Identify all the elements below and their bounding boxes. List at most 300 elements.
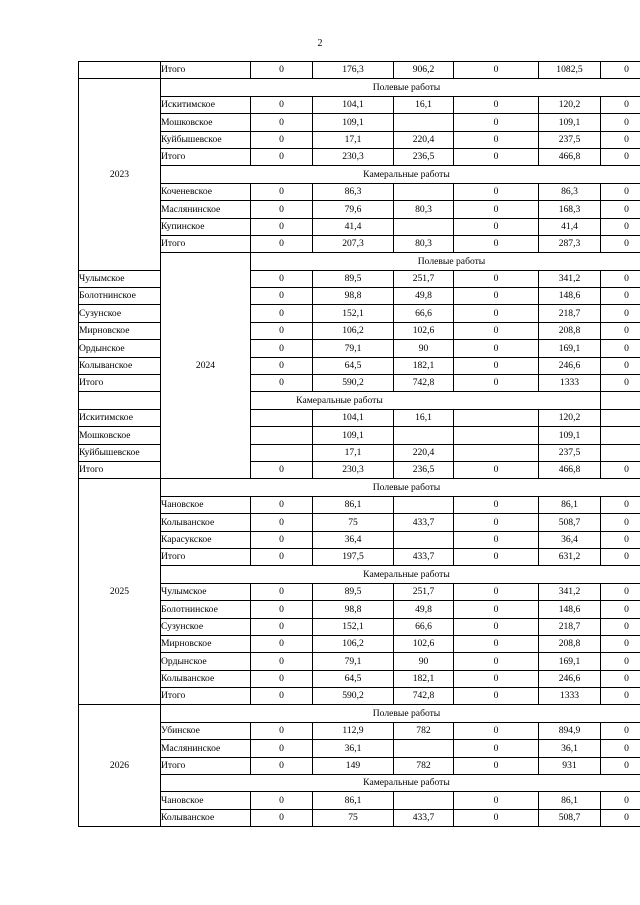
value-cell-6: 0 xyxy=(601,201,640,218)
district-name-cell: Маслянинское xyxy=(161,740,251,757)
value-cell-1 xyxy=(251,444,313,461)
value-cell-4: 0 xyxy=(454,514,539,531)
value-cell-5: 86,3 xyxy=(539,183,601,200)
value-cell-5: 218,7 xyxy=(539,305,601,322)
value-cell-1: 0 xyxy=(251,218,313,235)
district-name-cell: Коченевское xyxy=(161,183,251,200)
value-cell-4: 0 xyxy=(454,357,539,374)
district-name-cell: Итого xyxy=(79,461,161,478)
district-name-cell: Итого xyxy=(161,148,251,165)
value-cell-5: 466,8 xyxy=(539,148,601,165)
value-cell-4: 0 xyxy=(454,114,539,131)
table-row xyxy=(79,740,640,757)
value-cell-3: 220,4 xyxy=(394,444,454,461)
value-cell-1: 0 xyxy=(251,357,313,374)
value-cell-6: 0 xyxy=(601,601,640,618)
value-cell-2: 86,1 xyxy=(313,792,394,809)
district-name-cell: Колыванское xyxy=(161,514,251,531)
value-cell-2: 176,3 xyxy=(313,62,394,79)
value-cell-2: 98,8 xyxy=(313,601,394,618)
value-cell-4: 0 xyxy=(454,635,539,652)
district-name-cell: Болотнинское xyxy=(79,288,161,305)
value-cell-5: 631,2 xyxy=(539,548,601,565)
value-cell-1: 0 xyxy=(251,114,313,131)
section-label: Полевые работы xyxy=(161,479,640,496)
value-cell-2: 590,2 xyxy=(313,375,394,392)
value-cell-3: 742,8 xyxy=(394,688,454,705)
value-cell-5: 466,8 xyxy=(539,461,601,478)
value-cell-2: 36,1 xyxy=(313,740,394,757)
value-cell-3: 906,2 xyxy=(394,62,454,79)
value-cell-4: 0 xyxy=(454,461,539,478)
value-cell-4: 0 xyxy=(454,375,539,392)
value-cell-5: 931 xyxy=(539,757,601,774)
value-cell-6: 0 xyxy=(601,62,640,79)
value-cell-3 xyxy=(394,183,454,200)
value-cell-5: 1333 xyxy=(539,375,601,392)
value-cell-2: 590,2 xyxy=(313,688,394,705)
value-cell-2: 64,5 xyxy=(313,357,394,374)
value-cell-6 xyxy=(601,409,640,426)
table-row xyxy=(79,792,640,809)
district-name-cell: Карасукское xyxy=(161,531,251,548)
page-number: 2 xyxy=(317,38,323,49)
value-cell-5: 168,3 xyxy=(539,201,601,218)
value-cell-5: 120,2 xyxy=(539,409,601,426)
district-name-cell: Куйбышевское xyxy=(161,131,251,148)
value-cell-5: 109,1 xyxy=(539,427,601,444)
total-row xyxy=(79,62,640,79)
value-cell-2: 149 xyxy=(313,757,394,774)
district-name-cell: Итого xyxy=(161,757,251,774)
value-cell-2: 89,5 xyxy=(313,583,394,600)
value-cell-4: 0 xyxy=(454,531,539,548)
value-cell-1: 0 xyxy=(251,270,313,287)
value-cell-6: 0 xyxy=(601,496,640,513)
value-cell-5: 508,7 xyxy=(539,809,601,826)
value-cell-6: 0 xyxy=(601,792,640,809)
district-name-cell: Итого xyxy=(161,235,251,252)
value-cell-3: 90 xyxy=(394,653,454,670)
section-header-row xyxy=(79,705,640,722)
value-cell-1: 0 xyxy=(251,618,313,635)
value-cell-3 xyxy=(394,114,454,131)
value-cell-6: 0 xyxy=(601,688,640,705)
value-cell-5: 246,6 xyxy=(539,670,601,687)
value-cell-6: 0 xyxy=(601,305,640,322)
value-cell-2: 89,5 xyxy=(313,270,394,287)
section-label: Полевые работы xyxy=(161,79,640,96)
value-cell-1: 0 xyxy=(251,792,313,809)
value-cell-1: 0 xyxy=(251,96,313,113)
year-cell: 2025 xyxy=(79,479,161,705)
value-cell-4: 0 xyxy=(454,235,539,252)
value-cell-4: 0 xyxy=(454,722,539,739)
value-cell-1: 0 xyxy=(251,148,313,165)
value-cell-2: 79,1 xyxy=(313,653,394,670)
value-cell-4: 0 xyxy=(454,62,539,79)
value-cell-6: 0 xyxy=(601,757,640,774)
table-row xyxy=(79,635,640,652)
section-header-row xyxy=(79,253,640,270)
table-row xyxy=(79,96,640,113)
value-cell-4: 0 xyxy=(454,688,539,705)
section-header-row xyxy=(79,775,640,792)
value-cell-6: 0 xyxy=(601,148,640,165)
value-cell-4 xyxy=(454,427,539,444)
value-cell-6: 0 xyxy=(601,653,640,670)
value-cell-4: 0 xyxy=(454,601,539,618)
table-row xyxy=(79,653,640,670)
year-cell: 2024 xyxy=(161,253,251,479)
section-label: Полевые работы xyxy=(161,705,640,722)
value-cell-1: 0 xyxy=(251,757,313,774)
value-cell-3: 90 xyxy=(394,340,454,357)
value-cell-4: 0 xyxy=(454,322,539,339)
value-cell-1: 0 xyxy=(251,340,313,357)
value-cell-6: 0 xyxy=(601,670,640,687)
value-cell-1: 0 xyxy=(251,531,313,548)
value-cell-1: 0 xyxy=(251,601,313,618)
value-cell-5: 36,1 xyxy=(539,740,601,757)
value-cell-4: 0 xyxy=(454,583,539,600)
district-name-cell: Болотнинское xyxy=(161,601,251,618)
district-name-cell: Колыванское xyxy=(161,809,251,826)
value-cell-2: 197,5 xyxy=(313,548,394,565)
value-cell-4: 0 xyxy=(454,809,539,826)
total-row xyxy=(79,757,640,774)
value-cell-5: 169,1 xyxy=(539,653,601,670)
year-cell: 2023 xyxy=(79,79,161,270)
district-name-cell: Убинское xyxy=(161,722,251,739)
section-header-row xyxy=(79,79,640,96)
value-cell-2: 86,3 xyxy=(313,183,394,200)
value-cell-2: 112,9 xyxy=(313,722,394,739)
value-cell-6: 0 xyxy=(601,583,640,600)
value-cell-6: 0 xyxy=(601,340,640,357)
section-header-row xyxy=(79,566,640,583)
value-cell-1: 0 xyxy=(251,235,313,252)
value-cell-6: 0 xyxy=(601,531,640,548)
district-name-cell: Итого xyxy=(79,375,161,392)
district-name-cell: Чулымское xyxy=(161,583,251,600)
value-cell-5: 148,6 xyxy=(539,601,601,618)
district-name-cell: Ордынское xyxy=(161,653,251,670)
table-row xyxy=(79,514,640,531)
value-cell-3 xyxy=(394,218,454,235)
value-cell-2: 207,3 xyxy=(313,235,394,252)
value-cell-1: 0 xyxy=(251,635,313,652)
value-cell-5: 41,4 xyxy=(539,218,601,235)
district-name-cell: Мирновское xyxy=(79,322,161,339)
value-cell-6: 0 xyxy=(601,183,640,200)
table-row xyxy=(79,531,640,548)
value-cell-6: 0 xyxy=(601,375,640,392)
section-header-row xyxy=(79,392,640,409)
section-label: Камеральные работы xyxy=(161,566,640,583)
value-cell-4 xyxy=(454,444,539,461)
district-name-cell: Искитимское xyxy=(161,96,251,113)
total-row xyxy=(79,688,640,705)
table-row xyxy=(79,131,640,148)
table-row xyxy=(79,201,640,218)
district-name-cell: Мошковское xyxy=(79,427,161,444)
value-cell-3 xyxy=(394,496,454,513)
value-cell-3: 433,7 xyxy=(394,514,454,531)
value-cell-5: 341,2 xyxy=(539,270,601,287)
value-cell-6: 0 xyxy=(601,270,640,287)
table-row xyxy=(79,218,640,235)
table-row xyxy=(79,618,640,635)
section-label: Камеральные работы xyxy=(161,166,640,183)
section-header-row xyxy=(79,166,640,183)
district-name-cell: Чановское xyxy=(161,792,251,809)
value-cell-2: 230,3 xyxy=(313,461,394,478)
value-cell-2: 106,2 xyxy=(313,635,394,652)
value-cell-4: 0 xyxy=(454,740,539,757)
value-cell-4: 0 xyxy=(454,618,539,635)
value-cell-5: 208,8 xyxy=(539,322,601,339)
value-cell-5: 208,8 xyxy=(539,635,601,652)
district-name-cell: Итого xyxy=(161,548,251,565)
section-label: Камеральные работы xyxy=(161,775,640,792)
table-row xyxy=(79,114,640,131)
district-name-cell: Чановское xyxy=(161,496,251,513)
value-cell-2: 230,3 xyxy=(313,148,394,165)
value-cell-1: 0 xyxy=(251,496,313,513)
value-cell-2: 109,1 xyxy=(313,114,394,131)
value-cell-1: 0 xyxy=(251,548,313,565)
value-cell-3: 66,6 xyxy=(394,618,454,635)
value-cell-5: 237,5 xyxy=(539,444,601,461)
value-cell-3: 782 xyxy=(394,722,454,739)
value-cell-1: 0 xyxy=(251,305,313,322)
value-cell-4: 0 xyxy=(454,131,539,148)
value-cell-2: 64,5 xyxy=(313,670,394,687)
table-row xyxy=(79,601,640,618)
table-body xyxy=(79,62,640,827)
value-cell-4: 0 xyxy=(454,340,539,357)
value-cell-6: 0 xyxy=(601,235,640,252)
value-cell-1: 0 xyxy=(251,375,313,392)
table-row xyxy=(79,722,640,739)
value-cell-3: 182,1 xyxy=(394,670,454,687)
value-cell-5: 246,6 xyxy=(539,357,601,374)
value-cell-6 xyxy=(601,444,640,461)
value-cell-5: 109,1 xyxy=(539,114,601,131)
value-cell-6: 0 xyxy=(601,288,640,305)
value-cell-3: 220,4 xyxy=(394,131,454,148)
value-cell-3 xyxy=(394,427,454,444)
value-cell-2: 152,1 xyxy=(313,618,394,635)
value-cell-1: 0 xyxy=(251,688,313,705)
value-cell-3: 251,7 xyxy=(394,270,454,287)
value-cell-6: 0 xyxy=(601,722,640,739)
value-cell-3: 102,6 xyxy=(394,635,454,652)
district-name-cell: Колыванское xyxy=(79,357,161,374)
value-cell-1: 0 xyxy=(251,583,313,600)
value-cell-5: 169,1 xyxy=(539,340,601,357)
value-cell-1: 0 xyxy=(251,740,313,757)
district-name-cell: Ордынское xyxy=(79,340,161,357)
district-name-cell: Чулымское xyxy=(79,270,161,287)
value-cell-5: 1333 xyxy=(539,688,601,705)
value-cell-6: 0 xyxy=(601,96,640,113)
value-cell-1: 0 xyxy=(251,461,313,478)
value-cell-5: 1082,5 xyxy=(539,62,601,79)
value-cell-2: 79,6 xyxy=(313,201,394,218)
value-cell-6: 0 xyxy=(601,548,640,565)
value-cell-2: 36,4 xyxy=(313,531,394,548)
value-cell-3: 251,7 xyxy=(394,583,454,600)
value-cell-4: 0 xyxy=(454,148,539,165)
value-cell-6: 0 xyxy=(601,618,640,635)
table-row xyxy=(79,496,640,513)
district-name-cell: Колыванское xyxy=(161,670,251,687)
value-cell-4: 0 xyxy=(454,270,539,287)
value-cell-2: 98,8 xyxy=(313,288,394,305)
value-cell-5: 218,7 xyxy=(539,618,601,635)
value-cell-6: 0 xyxy=(601,635,640,652)
value-cell-2: 109,1 xyxy=(313,427,394,444)
value-cell-5: 508,7 xyxy=(539,514,601,531)
works-schedule-table xyxy=(78,61,640,827)
value-cell-4: 0 xyxy=(454,201,539,218)
total-row xyxy=(79,235,640,252)
value-cell-4: 0 xyxy=(454,792,539,809)
value-cell-4: 0 xyxy=(454,218,539,235)
value-cell-4: 0 xyxy=(454,288,539,305)
value-cell-5: 36,4 xyxy=(539,531,601,548)
value-cell-6: 0 xyxy=(601,809,640,826)
value-cell-5: 148,6 xyxy=(539,288,601,305)
value-cell-4 xyxy=(454,409,539,426)
value-cell-5: 86,1 xyxy=(539,792,601,809)
value-cell-6: 0 xyxy=(601,357,640,374)
value-cell-3: 742,8 xyxy=(394,375,454,392)
value-cell-1: 0 xyxy=(251,809,313,826)
value-cell-5: 86,1 xyxy=(539,496,601,513)
value-cell-6 xyxy=(601,427,640,444)
value-cell-3: 182,1 xyxy=(394,357,454,374)
value-cell-6: 0 xyxy=(601,218,640,235)
value-cell-2: 106,2 xyxy=(313,322,394,339)
value-cell-4: 0 xyxy=(454,670,539,687)
year-cell-empty xyxy=(79,62,161,79)
table-row xyxy=(79,583,640,600)
value-cell-1 xyxy=(251,409,313,426)
value-cell-1: 0 xyxy=(251,670,313,687)
value-cell-2: 75 xyxy=(313,809,394,826)
value-cell-5: 237,5 xyxy=(539,131,601,148)
district-name-cell: Мирновское xyxy=(161,635,251,652)
total-row xyxy=(79,148,640,165)
value-cell-6: 0 xyxy=(601,131,640,148)
value-cell-5: 894,9 xyxy=(539,722,601,739)
value-cell-2: 17,1 xyxy=(313,444,394,461)
district-name-cell: Мошковское xyxy=(161,114,251,131)
value-cell-2: 104,1 xyxy=(313,96,394,113)
value-cell-2: 17,1 xyxy=(313,131,394,148)
value-cell-5: 341,2 xyxy=(539,583,601,600)
value-cell-1: 0 xyxy=(251,514,313,531)
value-cell-1: 0 xyxy=(251,722,313,739)
value-cell-3: 80,3 xyxy=(394,235,454,252)
district-name-cell: Итого xyxy=(161,62,251,79)
value-cell-3: 49,8 xyxy=(394,601,454,618)
value-cell-3: 433,7 xyxy=(394,548,454,565)
value-cell-1: 0 xyxy=(251,653,313,670)
value-cell-4: 0 xyxy=(454,757,539,774)
value-cell-2: 41,4 xyxy=(313,218,394,235)
value-cell-4: 0 xyxy=(454,305,539,322)
value-cell-1: 0 xyxy=(251,62,313,79)
value-cell-2: 152,1 xyxy=(313,305,394,322)
value-cell-1: 0 xyxy=(251,288,313,305)
value-cell-3: 433,7 xyxy=(394,809,454,826)
value-cell-3: 236,5 xyxy=(394,461,454,478)
value-cell-2: 75 xyxy=(313,514,394,531)
value-cell-3 xyxy=(394,740,454,757)
value-cell-4: 0 xyxy=(454,548,539,565)
value-cell-3: 66,6 xyxy=(394,305,454,322)
value-cell-4: 0 xyxy=(454,183,539,200)
total-row xyxy=(79,548,640,565)
value-cell-1: 0 xyxy=(251,131,313,148)
value-cell-3: 782 xyxy=(394,757,454,774)
value-cell-3: 80,3 xyxy=(394,201,454,218)
value-cell-3: 16,1 xyxy=(394,409,454,426)
value-cell-4: 0 xyxy=(454,653,539,670)
table-row xyxy=(79,183,640,200)
district-name-cell: Сузунское xyxy=(79,305,161,322)
value-cell-1: 0 xyxy=(251,322,313,339)
value-cell-4: 0 xyxy=(454,96,539,113)
table-row xyxy=(79,670,640,687)
value-cell-6: 0 xyxy=(601,461,640,478)
value-cell-1 xyxy=(251,427,313,444)
value-cell-6: 0 xyxy=(601,514,640,531)
value-cell-6: 0 xyxy=(601,322,640,339)
value-cell-3: 49,8 xyxy=(394,288,454,305)
district-name-cell: Итого xyxy=(161,688,251,705)
value-cell-2: 104,1 xyxy=(313,409,394,426)
section-header-row xyxy=(79,479,640,496)
district-name-cell: Искитимское xyxy=(79,409,161,426)
value-cell-2: 86,1 xyxy=(313,496,394,513)
value-cell-1: 0 xyxy=(251,201,313,218)
year-cell: 2026 xyxy=(79,705,161,827)
value-cell-3: 102,6 xyxy=(394,322,454,339)
value-cell-3 xyxy=(394,531,454,548)
value-cell-5: 287,3 xyxy=(539,235,601,252)
value-cell-1: 0 xyxy=(251,183,313,200)
value-cell-4: 0 xyxy=(454,496,539,513)
value-cell-2: 79,1 xyxy=(313,340,394,357)
value-cell-5: 120,2 xyxy=(539,96,601,113)
district-name-cell: Сузунское xyxy=(161,618,251,635)
district-name-cell: Куйбышевское xyxy=(79,444,161,461)
district-name-cell: Купинское xyxy=(161,218,251,235)
value-cell-3: 236,5 xyxy=(394,148,454,165)
table-row xyxy=(79,809,640,826)
value-cell-6: 0 xyxy=(601,740,640,757)
value-cell-3: 16,1 xyxy=(394,96,454,113)
district-name-cell: Маслянинское xyxy=(161,201,251,218)
value-cell-3 xyxy=(394,792,454,809)
section-label: Полевые работы xyxy=(251,253,640,270)
value-cell-6: 0 xyxy=(601,114,640,131)
